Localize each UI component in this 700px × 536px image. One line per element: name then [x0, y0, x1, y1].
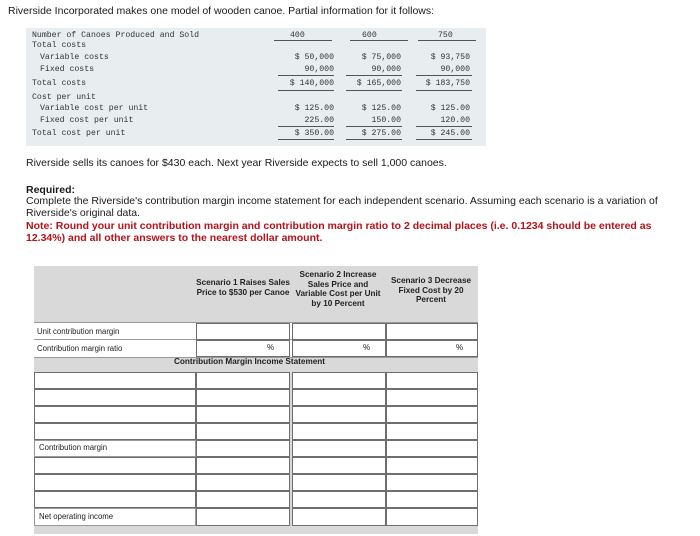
amount-input-s3[interactable] — [386, 491, 478, 508]
row-fixed-cost-per-unit: Fixed cost per unit — [40, 116, 134, 125]
amount-input-s2[interactable] — [292, 423, 386, 440]
unit-cm-input-s3[interactable] — [386, 323, 478, 340]
subtotal-line — [278, 126, 334, 127]
scenario3-header: Scenario 3 Decrease Fixed Cost by 20 Percent — [390, 276, 472, 304]
note-text: Note: Round your unit contribution margin and contribution margin ratio to 2 decimal places (i.e. 0.1234 should be entered as 12.34%) and all other answers to the nearest dollar amount. — [26, 220, 652, 244]
amount-input-s2[interactable] — [292, 389, 386, 406]
cell-value: $ 275.00 — [361, 129, 401, 138]
amount-input-s3[interactable] — [386, 406, 478, 423]
cell-value: 150.00 — [371, 116, 401, 125]
row-fixed-costs: Fixed costs — [40, 65, 95, 74]
cm-amount-s1[interactable] — [196, 440, 290, 457]
col-divider — [274, 40, 332, 41]
total-line — [278, 90, 334, 91]
cell-value: $ 125.00 — [430, 104, 470, 113]
unit-cm-label: Unit contribution margin — [37, 327, 120, 336]
line-item-input[interactable] — [34, 372, 196, 389]
percent-sign: % — [363, 343, 371, 352]
cell-value: 120.00 — [440, 116, 470, 125]
amount-input-s3[interactable] — [386, 474, 478, 491]
line-item-input[interactable] — [34, 474, 196, 491]
cell-value: $ 93,750 — [430, 53, 470, 62]
cell-value: $ 125.00 — [361, 104, 401, 113]
unit-cm-input-s2[interactable] — [292, 323, 386, 340]
intro-text: Riverside Incorporated makes one model of wooden canoe. Partial information for it follows: — [8, 5, 435, 17]
cm-ratio-input-s1[interactable] — [196, 340, 290, 357]
cell-value: $ 350.00 — [294, 129, 334, 138]
required-text: Complete the Riverside's contribution margin income statement for each independent scenario. Assuming each scenario is a variation of Riverside's original data. — [26, 195, 658, 219]
amount-input-s2[interactable] — [292, 491, 386, 508]
line-item-input[interactable] — [34, 491, 196, 508]
row-cost-per-unit-header: Cost per unit — [32, 93, 96, 102]
noi-amount-s3[interactable] — [386, 508, 478, 526]
cell-value: $ 50,000 — [294, 53, 334, 62]
cell-value: $ 183,750 — [425, 79, 470, 88]
amount-input-s2[interactable] — [292, 457, 386, 474]
row-total-costs-header: Total costs — [32, 41, 87, 50]
amount-input-s2[interactable] — [292, 406, 386, 423]
row-variable-costs: Variable costs — [40, 53, 109, 62]
percent-sign: % — [267, 343, 275, 352]
cell-value: 90,000 — [304, 65, 334, 74]
total-line — [346, 90, 402, 91]
col-400: 400 — [290, 31, 305, 40]
cell-value: $ 245.00 — [430, 129, 470, 138]
cell-value: $ 165,000 — [356, 79, 401, 88]
noi-amount-s2[interactable] — [292, 508, 386, 526]
amount-input-s1[interactable] — [196, 389, 290, 406]
contribution-margin-label: Contribution margin — [39, 443, 108, 452]
amount-input-s1[interactable] — [196, 491, 290, 508]
amount-input-s3[interactable] — [386, 457, 478, 474]
amount-input-s3[interactable] — [386, 389, 478, 406]
answer-table — [34, 266, 478, 534]
line-item-input[interactable] — [34, 457, 196, 474]
total-line — [346, 139, 402, 140]
unit-cm-input-s1[interactable] — [196, 323, 290, 340]
line-item-input[interactable] — [34, 389, 196, 406]
amount-input-s2[interactable] — [292, 372, 386, 389]
cell-value: $ 125.00 — [294, 104, 334, 113]
total-line — [416, 139, 472, 140]
percent-sign: % — [456, 343, 464, 352]
amount-input-s2[interactable] — [292, 474, 386, 491]
subtotal-line — [416, 126, 472, 127]
subtotal-line — [416, 75, 472, 76]
row-total-cost-per-unit: Total cost per unit — [32, 129, 126, 138]
noi-amount-s1[interactable] — [196, 508, 290, 526]
cm-ratio-input-s2[interactable] — [292, 340, 386, 357]
scenario1-header: Scenario 1 Raises Sales Price to $530 per Canoe — [196, 278, 290, 297]
amount-input-s1[interactable] — [196, 474, 290, 491]
amount-input-s1[interactable] — [196, 372, 290, 389]
amount-input-s1[interactable] — [196, 457, 290, 474]
cm-ratio-label: Contribution margin ratio — [37, 344, 123, 353]
subtotal-line — [278, 75, 334, 76]
cell-value: $ 75,000 — [361, 53, 401, 62]
scenario2-header: Scenario 2 Increase Sales Price and Variable Cost per Unit by 10 Percent — [295, 270, 381, 308]
cm-amount-s3[interactable] — [386, 440, 478, 457]
required-label: Required: — [26, 184, 76, 196]
amount-input-s1[interactable] — [196, 423, 290, 440]
line-item-input[interactable] — [34, 423, 196, 440]
cost-header-label: Number of Canoes Produced and Sold — [32, 31, 200, 40]
amount-input-s3[interactable] — [386, 423, 478, 440]
total-line — [416, 90, 472, 91]
col-divider — [350, 40, 408, 41]
sells-text: Riverside sells its canoes for $430 each. Next year Riverside expects to sell 1,000 canoes. — [26, 157, 447, 169]
cm-ratio-input-s3[interactable] — [386, 340, 478, 357]
net-operating-income-label: Net operating income — [39, 512, 114, 521]
cell-value: 90,000 — [371, 65, 401, 74]
col-600: 600 — [362, 31, 377, 40]
cell-value: 225.00 — [304, 116, 334, 125]
cost-table — [26, 28, 486, 146]
row-total-costs: Total costs — [32, 79, 87, 88]
col-750: 750 — [438, 31, 453, 40]
subtotal-line — [346, 75, 402, 76]
cell-value: $ 140,000 — [289, 79, 334, 88]
amount-input-s3[interactable] — [386, 372, 478, 389]
cm-amount-s2[interactable] — [292, 440, 386, 457]
cmis-title: Contribution Margin Income Statement — [174, 357, 326, 366]
subtotal-line — [346, 126, 402, 127]
col-divider — [418, 40, 476, 41]
line-item-input[interactable] — [34, 406, 196, 423]
row-variable-cost-per-unit: Variable cost per unit — [40, 104, 149, 113]
cell-value: 90,000 — [440, 65, 470, 74]
total-line — [278, 139, 334, 140]
amount-input-s1[interactable] — [196, 406, 290, 423]
